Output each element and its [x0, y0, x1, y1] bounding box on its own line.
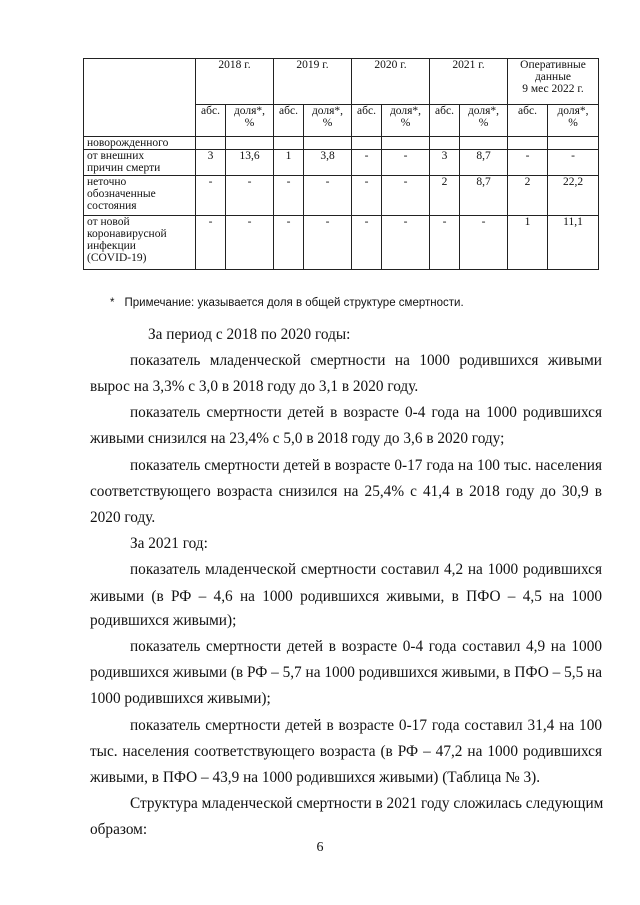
table-cell: - [226, 216, 274, 270]
paragraph-line: вырос на 3,3% с 3,0 в 2018 году до 3,1 в 2020 году. [90, 378, 419, 395]
paragraph-line: 1000 родившихся живыми); [90, 690, 271, 707]
table-cell: - [304, 176, 352, 216]
table-cell [226, 137, 274, 150]
footnote-text: Примечание: указывается доля в общей структуре смертности. [124, 297, 464, 309]
table-cell: - [382, 216, 430, 270]
table-cell: - [460, 216, 508, 270]
paragraph-line: образом: [90, 821, 148, 838]
page-number: 6 [316, 840, 324, 855]
table-row [84, 176, 599, 216]
share-subheader: доля*, % [382, 105, 430, 137]
table-footnote [110, 297, 464, 309]
abs-subheader: абс. [196, 105, 226, 137]
paragraph-line: Структура младенческой смертности в 2021 году сложилась следующим [130, 795, 604, 812]
paragraph-line: соответствующего возраста снизился на 25,4% с 41,4 в 2018 году до 30,9 в [90, 483, 602, 500]
row-label: от внешних причин смерти [84, 150, 196, 176]
paragraph-line: живыми, в ПФО – 43,9 на 1000 родившихся живыми) (Таблица № 3). [90, 769, 541, 786]
paragraph-line: За 2021 год: [130, 535, 208, 552]
table-cell: 8,7 [460, 176, 508, 216]
row-label: неточно обозначенные состояния [84, 176, 196, 216]
mortality-table [83, 58, 599, 270]
abs-subheader: абс. [508, 105, 548, 137]
share-subheader: доля*, % [460, 105, 508, 137]
paragraph-line: показатель смертности детей в возрасте 0-17 года составил 31,4 на 100 [130, 717, 602, 734]
table-cell [304, 137, 352, 150]
table-cell: - [382, 150, 430, 176]
table-cell: - [226, 176, 274, 216]
table-cell: - [274, 216, 304, 270]
table-cell: - [274, 176, 304, 216]
abs-subheader: абс. [274, 105, 304, 137]
table-cell: 3,8 [304, 150, 352, 176]
paragraph-line: показатель младенческой смертности составил 4,2 на 1000 родившихся [130, 561, 602, 578]
year-header: 2020 г. [352, 59, 430, 105]
share-subheader: доля*, % [226, 105, 274, 137]
table-cell: 3 [430, 150, 460, 176]
year-header: 2019 г. [274, 59, 352, 105]
table-cell: - [196, 176, 226, 216]
table-cell: 11,1 [548, 216, 599, 270]
share-subheader: доля*, % [304, 105, 352, 137]
row-label: новорожденного [84, 137, 196, 150]
table-cell: - [352, 216, 382, 270]
footnote-marker: * [110, 297, 115, 309]
table-cell [508, 137, 548, 150]
row-label: от новой коронавирусной инфекции (COVID-19) [84, 216, 196, 270]
year-header: 2021 г. [430, 59, 508, 105]
paragraph-line: 2020 году. [90, 509, 156, 526]
paragraph-line: живыми (в РФ – 4,6 на 1000 родившихся живыми, в ПФО – 4,5 на 1000 [90, 588, 602, 605]
paragraph-line: показатель смертности детей в возрасте 0-4 года составил 4,9 на 1000 [130, 638, 602, 655]
table-row [84, 137, 599, 150]
table-cell: 3 [196, 150, 226, 176]
paragraph-line: показатель смертности детей в возрасте 0-17 года на 100 тыс. населения [130, 457, 602, 474]
table-cell: - [548, 150, 599, 176]
paragraph-line: показатель младенческой смертности на 1000 родившихся живыми [130, 352, 602, 369]
paragraph-line: тыс. населения соответствующего возраста (в РФ – 47,2 на 1000 родившихся [90, 743, 602, 760]
table-cell: 8,7 [460, 150, 508, 176]
table-cell: 2 [508, 176, 548, 216]
table-header-row [84, 59, 599, 105]
table-row [84, 150, 599, 176]
paragraph-line: показатель смертности детей в возрасте 0-4 года на 1000 родившихся [130, 404, 602, 421]
paragraph-line: родившихся живыми (в РФ – 5,7 на 1000 родившихся живыми, в ПФО – 5,5 на [90, 664, 603, 681]
table-cell [548, 137, 599, 150]
table-cell: - [304, 216, 352, 270]
paragraph-line: живыми снизился на 23,4% с 5,0 в 2018 году до 3,6 в 2020 году; [90, 430, 505, 447]
table-cell [460, 137, 508, 150]
table-row [84, 216, 599, 270]
operative-data-header: Оперативные данные 9 мес 2022 г. [508, 59, 599, 105]
share-subheader: доля*, % [548, 105, 599, 137]
table-cell: - [430, 216, 460, 270]
table-cell [430, 137, 460, 150]
table-cell: - [382, 176, 430, 216]
table-cell: 13,6 [226, 150, 274, 176]
table-cell: 2 [430, 176, 460, 216]
table-cell [382, 137, 430, 150]
table-cell: - [508, 150, 548, 176]
abs-subheader: абс. [352, 105, 382, 137]
paragraph-line: За период с 2018 по 2020 годы: [148, 326, 351, 343]
table-cell [352, 137, 382, 150]
table-cell: - [196, 216, 226, 270]
table-cell: - [352, 150, 382, 176]
year-header: 2018 г. [196, 59, 274, 105]
table-cell: 22,2 [548, 176, 599, 216]
table-cell [196, 137, 226, 150]
abs-subheader: абс. [430, 105, 460, 137]
table-cell: - [352, 176, 382, 216]
table-cell: 1 [508, 216, 548, 270]
table-cell: 1 [274, 150, 304, 176]
table-corner-cell [84, 59, 196, 137]
table-cell [274, 137, 304, 150]
paragraph-line: родившихся живыми); [90, 612, 237, 629]
